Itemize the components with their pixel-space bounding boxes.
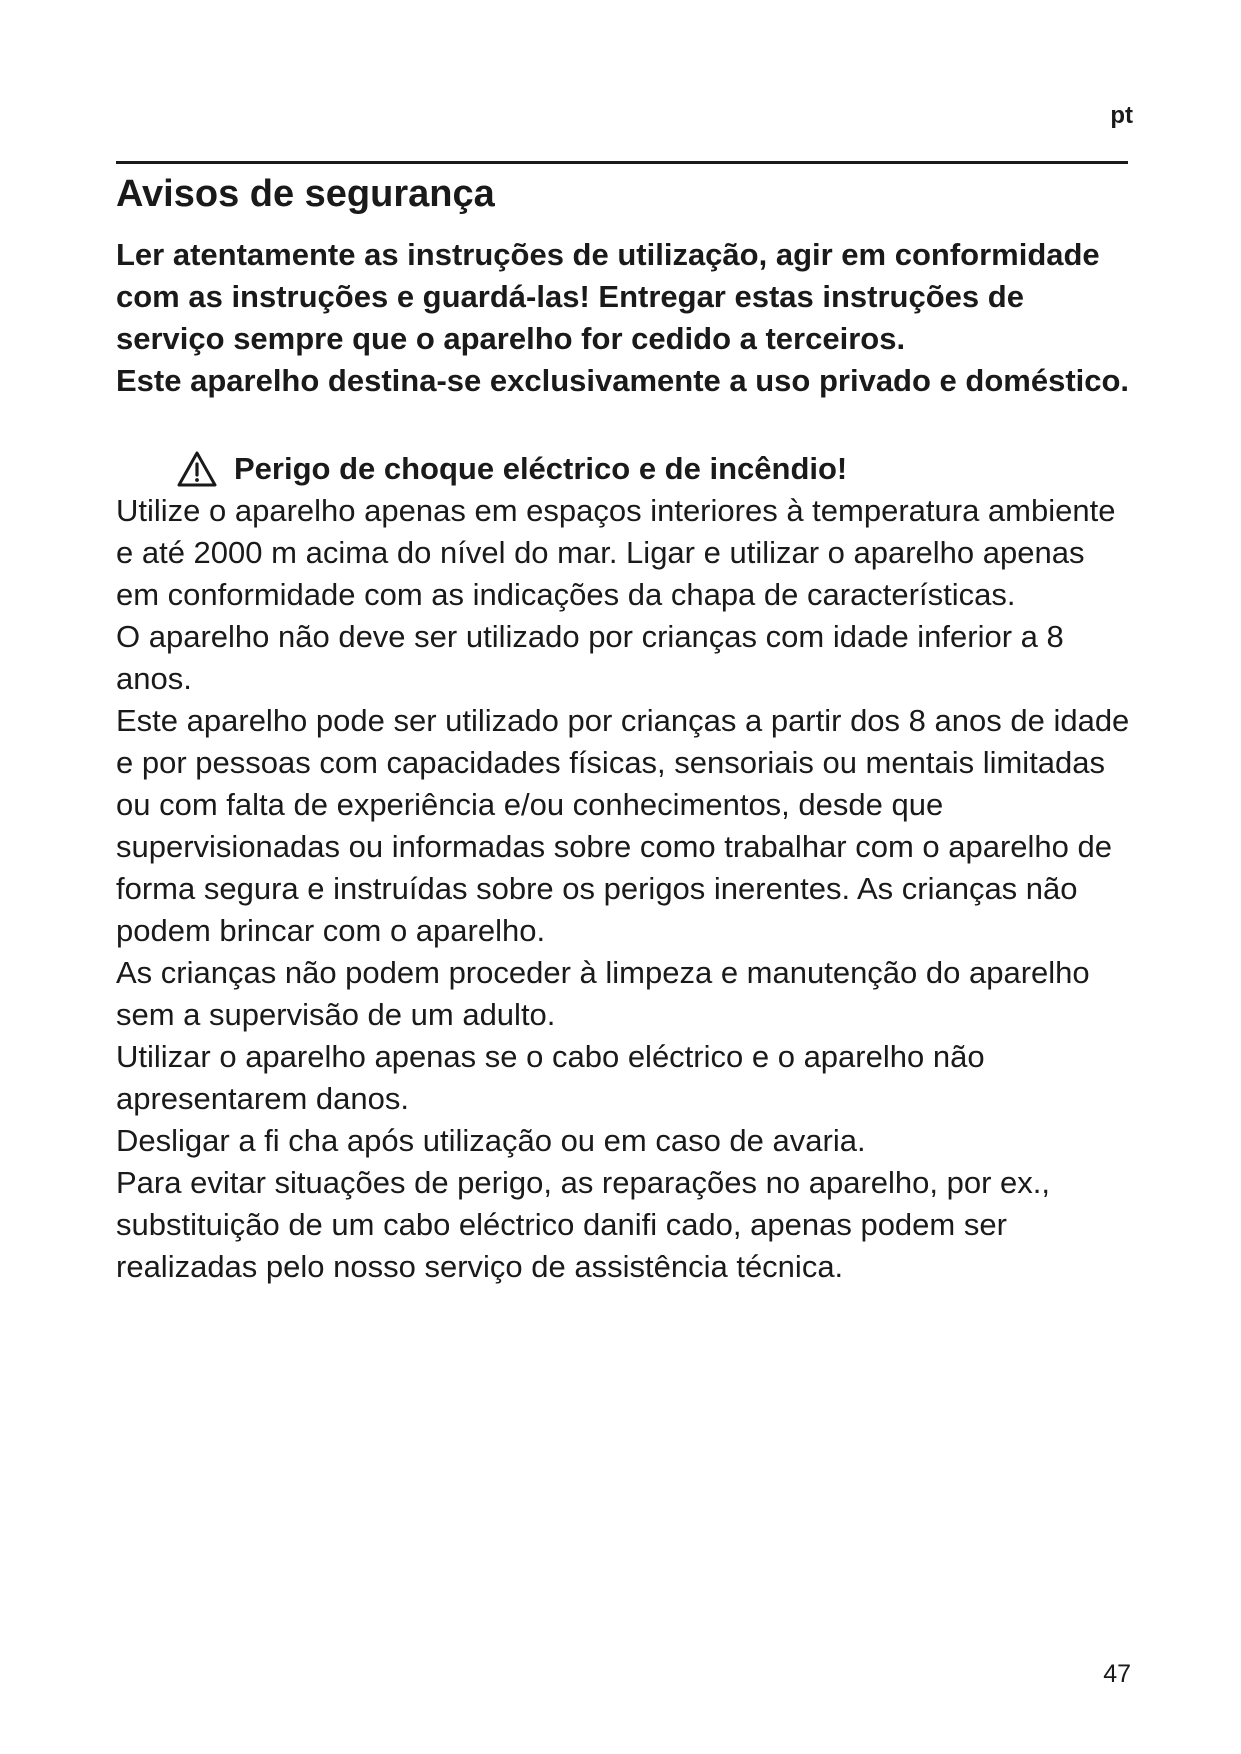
page-language-label: pt [1110,102,1133,129]
intro-block [116,234,1131,402]
intro-paragraph: Este aparelho destina-se exclusivamente a uso privado e doméstico. [116,363,1130,398]
page-number: 47 [1103,1660,1131,1688]
warning-body [116,490,1131,1288]
warning-paragraph: O aparelho não deve ser utilizado por crianças com idade inferior a 8 anos. [116,619,1064,696]
warning-triangle-icon [176,450,218,488]
warning-paragraph: Desligar a fi cha após utilização ou em caso de avaria. [116,1123,866,1158]
header-rule [116,161,1128,164]
warning-paragraph: Utilize o aparelho apenas em espaços interiores à temperatura ambiente e até 2000 m acima do nível do mar. Ligar e utilizar o aparelho apenas em conformidade com as indicações da chapa de características. [116,493,1116,612]
warning-heading [176,448,1131,490]
safety-section [116,170,1131,1288]
warning-paragraph: Utilizar o aparelho apenas se o cabo eléctrico e o aparelho não apresentarem danos. [116,1039,985,1116]
warning-heading-text: Perigo de choque eléctrico e de incêndio! [234,451,848,486]
warning-paragraph: Para evitar situações de perigo, as reparações no aparelho, por ex., substituição de um cabo eléctrico danifi cado, apenas podem ser realizadas pelo nosso serviço de assistência técnica. [116,1165,1050,1284]
warning-paragraph: As crianças não podem proceder à limpeza e manutenção do aparelho sem a supervisão de um adulto. [116,955,1090,1032]
intro-paragraph: Ler atentamente as instruções de utilização, agir em conformidade com as instruções e guardá-las! Entregar estas instruções de serviço sempre que o aparelho for cedido a terceiros. [116,237,1100,356]
section-title: Avisos de segurança [116,173,495,215]
warning-paragraph: Este aparelho pode ser utilizado por crianças a partir dos 8 anos de idade e por pessoas com capacidades físicas, sensoriais ou mentais limitadas ou com falta de experiência e/ou conhecimentos, desde que supervisionadas ou informadas sobre como trabalhar com o aparelho de forma segura e instruídas sobre os perigos inerentes. As crianças não podem brincar com o aparelho. [116,703,1130,948]
